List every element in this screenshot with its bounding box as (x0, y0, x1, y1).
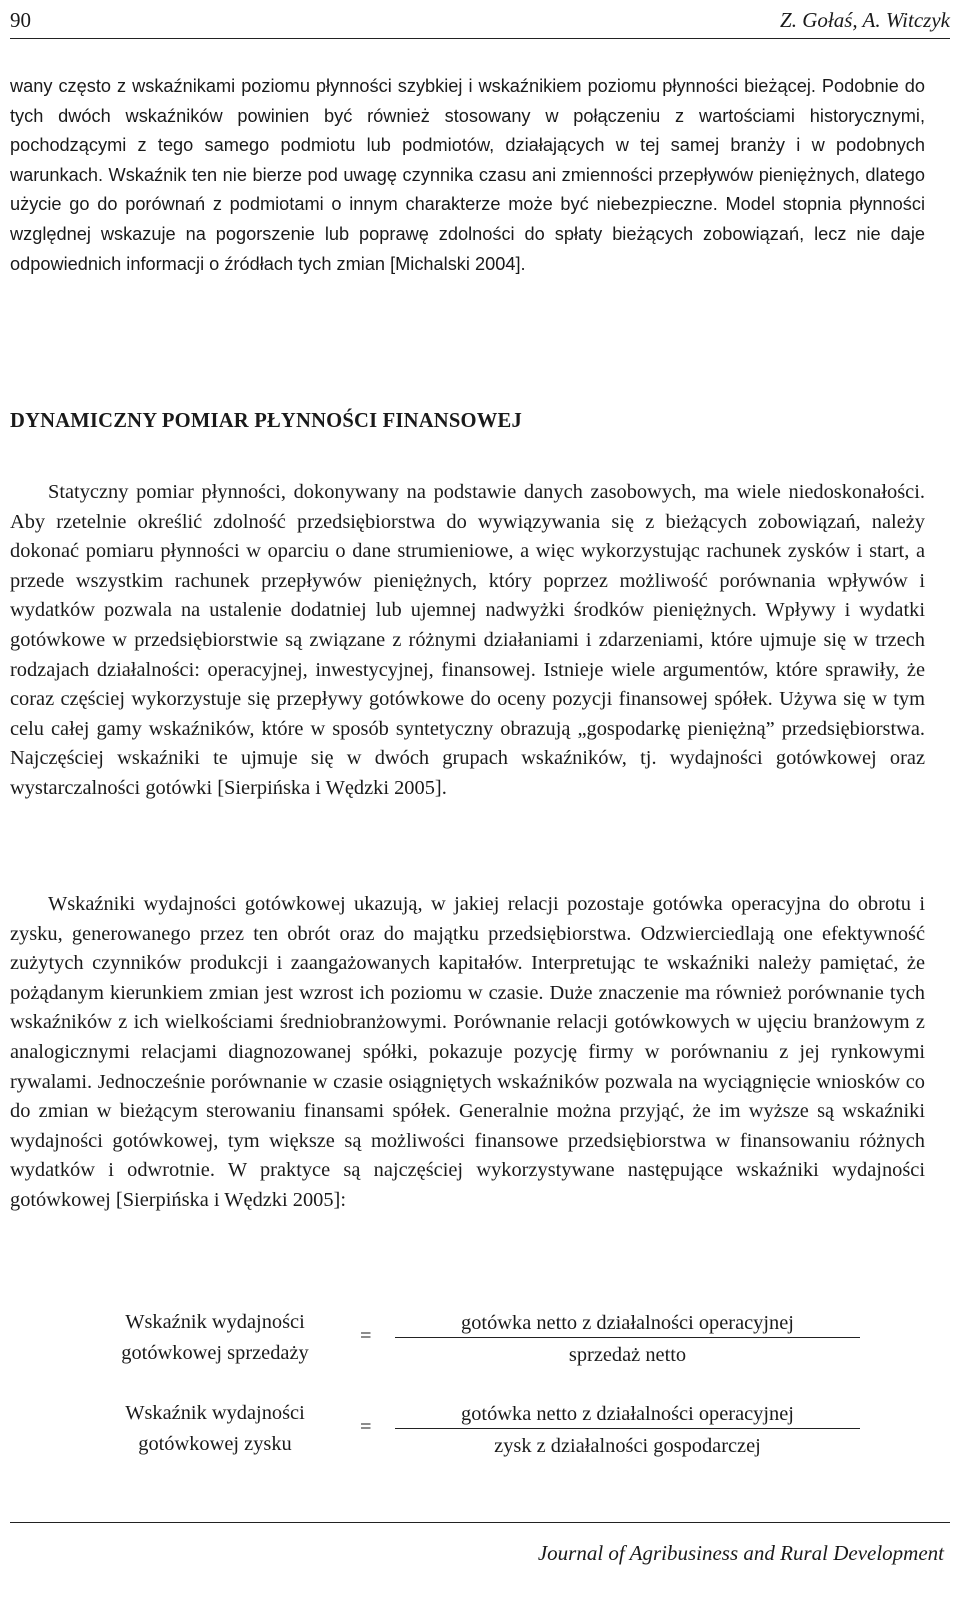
formula-lhs (80, 1307, 350, 1369)
formula-lhs-line-1: Wskaźnik wydajności (125, 1402, 305, 1424)
formula-numerator: gotówka netto z działalności operacyjnej (395, 1309, 860, 1338)
formula-denominator: zysk z działalności gospodarczej (494, 1435, 761, 1457)
formula-profit-cash-efficiency (10, 1398, 925, 1470)
formula-lhs (80, 1398, 350, 1460)
formula-numerator: gotówka netto z działalności operacyjnej (395, 1400, 860, 1429)
running-header-authors: Z. Gołaś, A. Witczyk (780, 8, 950, 32)
equals-sign: = (360, 1416, 372, 1438)
body-paragraph-1: wany często z wskaźnikami poziomu płynności szybkiej i wskaźnikiem poziomu płynności bieżącej. Podobnie do tych dwóch wskaźników powinien być również stosowany w połączeniu z wartościami historycznymi, pochodzącymi z tego samego podmiotu lub podmiotów, działających w tej samej branży i w podobnych warunkach. Wskaźnik ten nie bierze pod uwagę czynnika czasu ani zmienności przepływów pieniężnych, dlatego użycie go do porównań z podmiotami o innym charakterze może być niebezpieczne. Model stopnia płynności względnej wskazuje na pogorszenie lub poprawę zdolności do spłaty bieżących zobowiązań, lecz nie daje odpowiednich informacji o źródłach tych zmian [Michalski 2004]. (10, 76, 925, 274)
formula-sales-cash-efficiency (10, 1307, 925, 1379)
body-paragraph-3: Wskaźniki wydajności gotówkowej ukazują, w jakiej relacji pozostaje gotówka operacyjna do obrotu i zysku, generowanego przez ten obrót oraz do majątku przedsiębiorstwa. Odzwierciedlają one efektywność zużytych czynników produkcji i zaangażowanych kapitałów. Interpretując te wskaźniki należy pamiętać, że pożądanym kierunkiem zmian jest wzrost ich poziomu w czasie. Duże znaczenie ma również porównanie tych wskaźników z ich wielkościami średniobranżowymi. Porównanie relacji gotówkowych w ujęciu branżowym z analogicznymi relacjami diagnozowanej spółki, pokazuje pozycję firmy w porównaniu z jej rynkowymi rywalami. Jednocześnie porównanie w czasie osiągniętych wskaźników pozwala na wyciągnięcie wniosków co do zmian w bieżącym sterowaniu finansami spółek. Generalnie można przyjąć, że im wyższe są wskaźniki wydajności gotówkowej, tym większe są możliwości finansowe przedsiębiorstwa w finansowaniu różnych wydatków i odwrotnie. W praktyce są najczęściej wykorzystywane następujące wskaźniki wydajności gotówkowej [Sierpińska i Wędzki 2005]: (10, 893, 925, 1211)
journal-footer: Journal of Agribusiness and Rural Development (537, 1541, 944, 1565)
equals-sign: = (360, 1325, 372, 1347)
running-header (10, 2, 950, 39)
footer-rule (10, 1522, 950, 1523)
formula-lhs-line-2: gotówkowej zysku (138, 1433, 292, 1455)
page-number: 90 (10, 8, 31, 32)
formula-denominator: sprzedaż netto (568, 1344, 687, 1366)
section-heading: DYNAMICZNY POMIAR PŁYNNOŚCI FINANSOWEJ (10, 410, 522, 432)
body-paragraph-2: Statyczny pomiar płynności, dokonywany na podstawie danych zasobowych, ma wiele niedoskonałości. Aby rzetelnie określić zdolność przedsiębiorstwa do wywiązywania się z bieżących zobowiązań, należy dokonać pomiaru płynności w oparciu o dane strumieniowe, a więc wykorzystując rachunek zysków i start, a przede wszystkim rachunek przepływów pieniężnych, który poprzez możliwość porównania wpływów i wydatków pozwala na ustalenie dodatniej lub ujemnej nadwyżki środków pieniężnych. Wpływy i wydatki gotówkowe w przedsiębiorstwie są związane z różnymi działaniami i zdarzeniami, które ujmuje się w trzech rodzajach działalności: operacyjnej, inwestycyjnej, finansowej. Istnieje wiele argumentów, które sprawiły, że coraz częściej wykorzystuje się przepływy gotówkowe do oceny pozycji finansowej spółek. Używa się w tym celu całej gamy wskaźników, które w sposób syntetyczny obrazują „gospodarkę pieniężną” przedsiębiorstwa. Najczęściej wskaźniki te ujmuje się w dwóch grupach wskaźników, tj. wydajności gotówkowej oraz wystarczalności gotówki [Sierpińska i Wędzki 2005]. (10, 481, 925, 799)
formula-lhs-line-2: gotówkowej sprzedaży (121, 1342, 309, 1364)
formula-lhs-line-1: Wskaźnik wydajności (125, 1311, 305, 1333)
